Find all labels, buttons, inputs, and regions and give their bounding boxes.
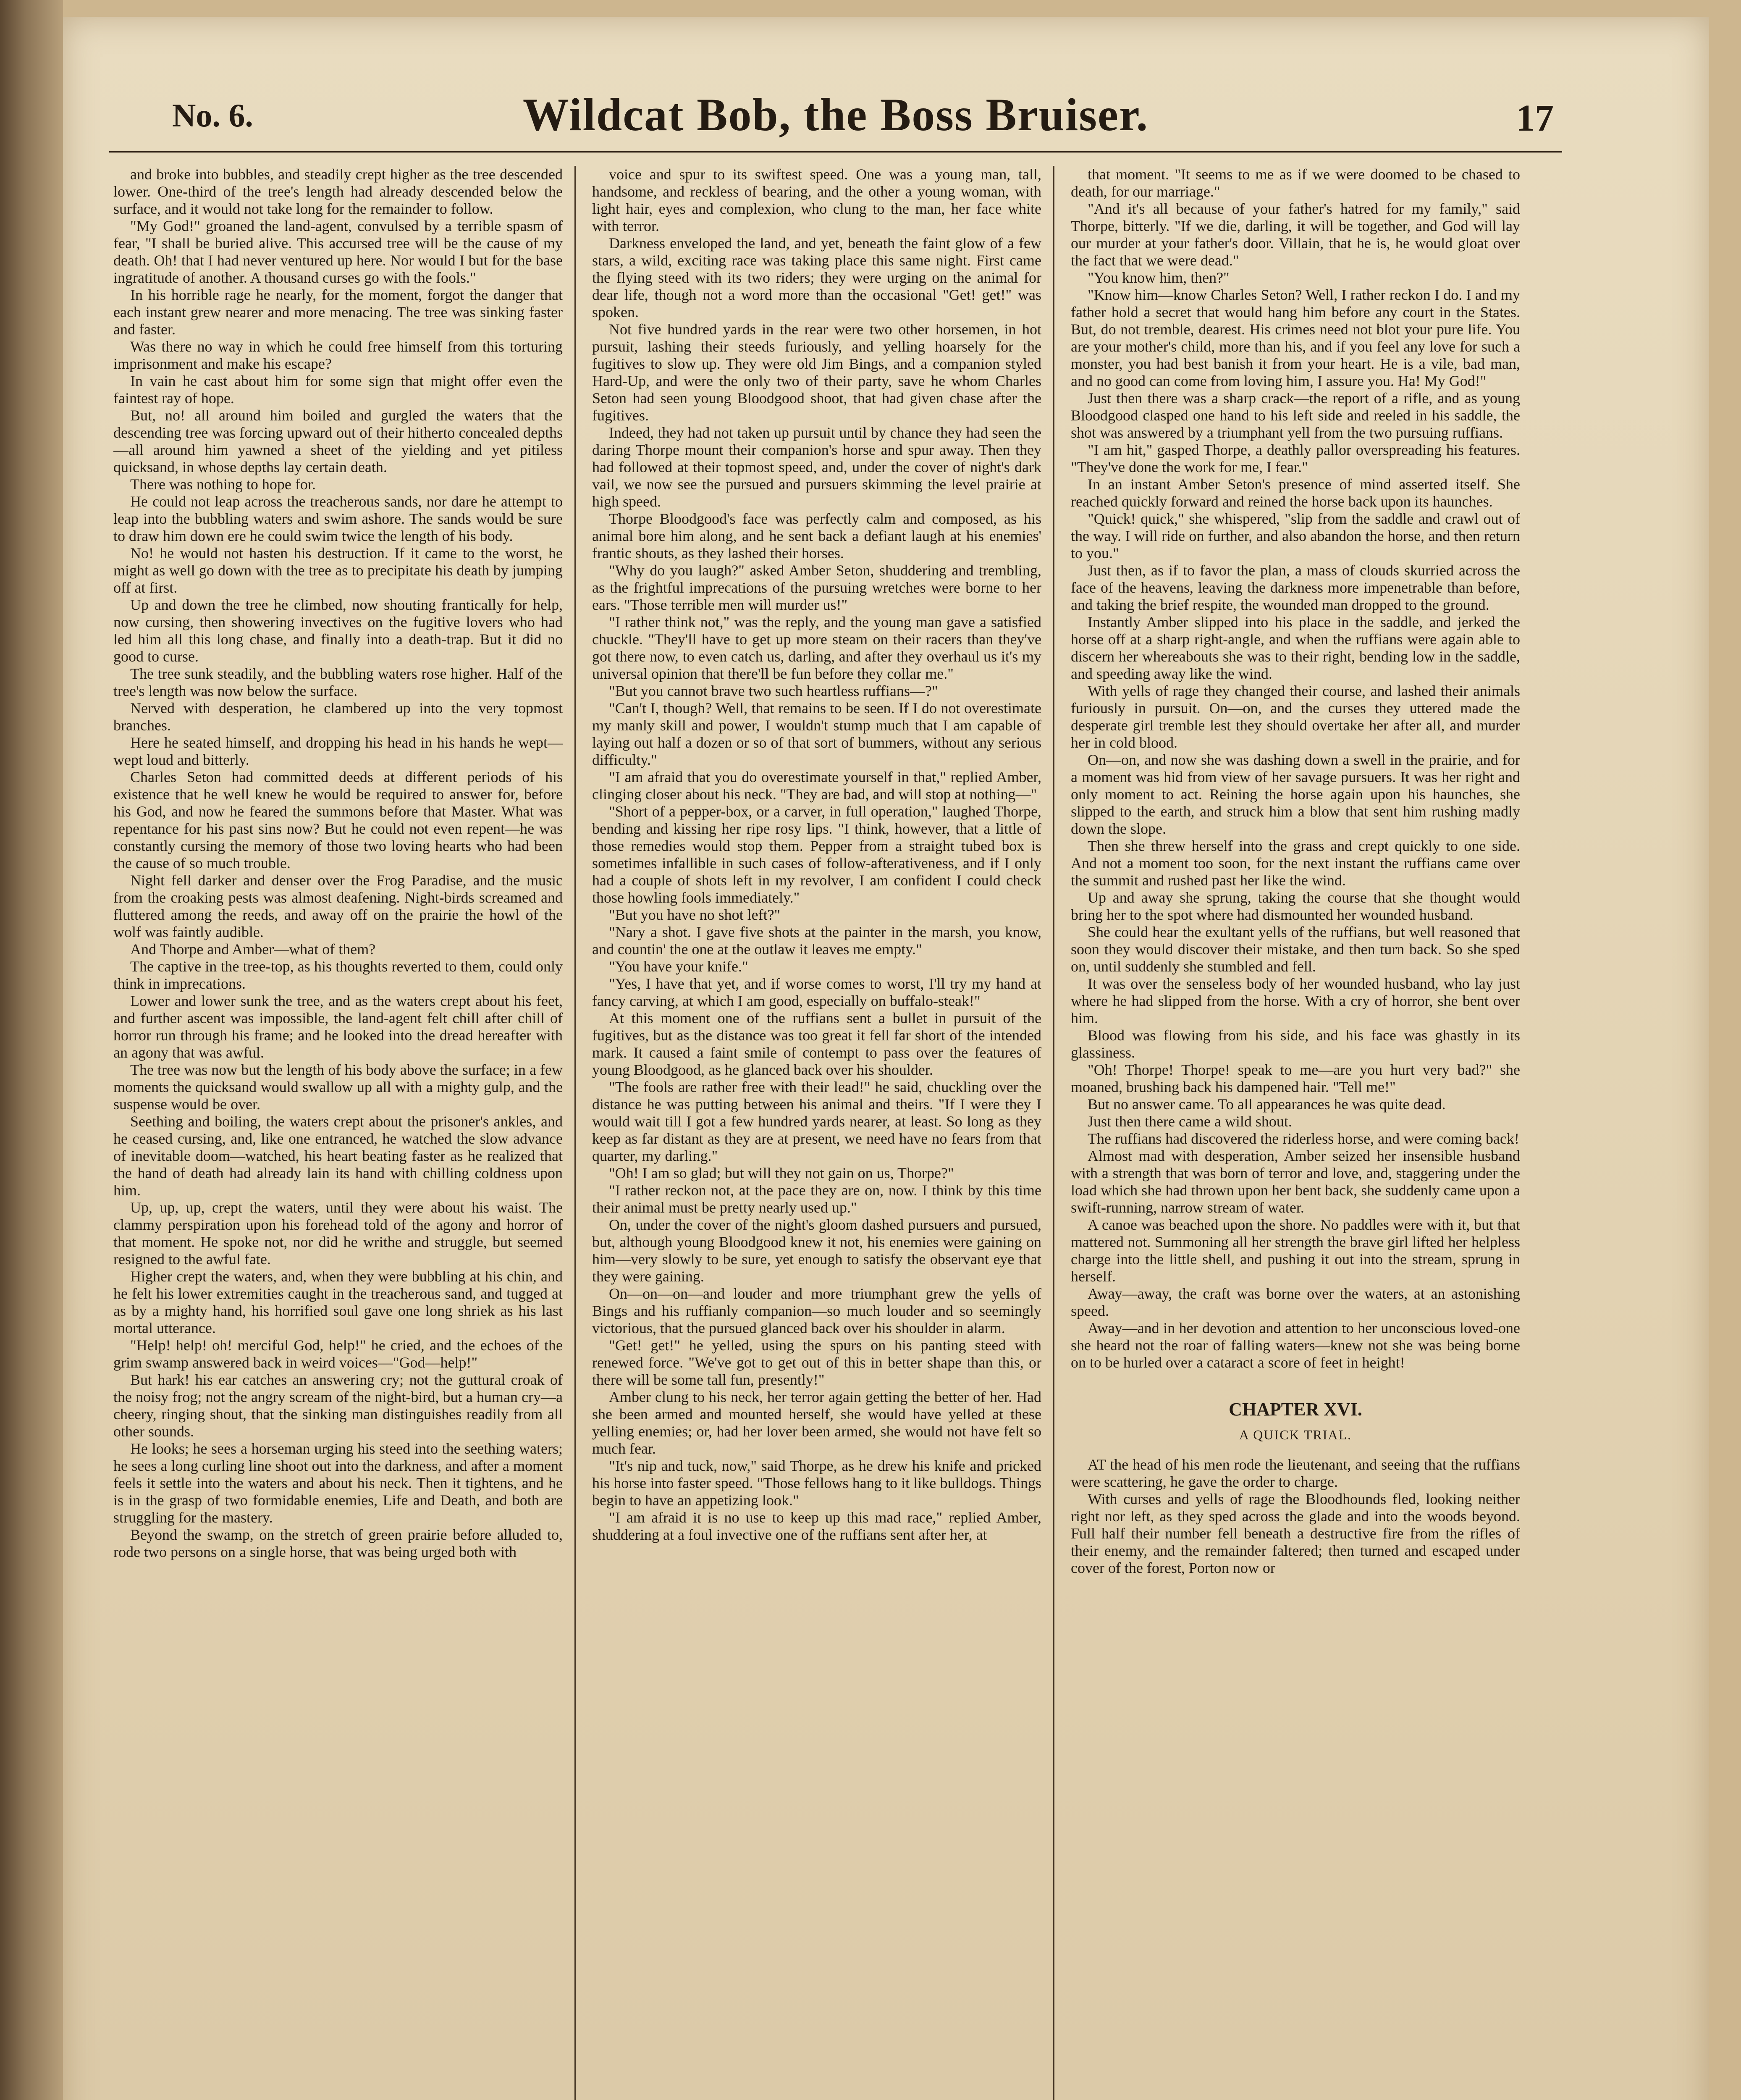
paragraph: Here he seated himself, and dropping his head in his hands he wept—wept loud and bitterly. [113, 734, 563, 768]
paragraph: voice and spur to its swiftest speed. One was a young man, tall, handsome, and reckless of bearing, and the other a young woman, with light hair, eyes and complexion, who clung to the man, her face white with terror. [592, 166, 1041, 234]
paragraph: On—on, and now she was dashing down a swell in the prairie, and for a moment was hid from view of her savage pursuers. It was her right and only moment to act. Reining the horse again upon his haunches, she slipped to the earth, and struck him a blow that sent him rushing madly down the slope. [1071, 751, 1520, 837]
paragraph: and broke into bubbles, and steadily crept higher as the tree descended lower. One-third of the tree's length had already descended below the surface, and it would not take long for the remainder to follow. [113, 166, 563, 217]
paragraph: "Know him—know Charles Seton? Well, I rather reckon I do. I and my father hold a secret that would hang him before any court in the States. But, do not tremble, dearest. His crimes need not blot your pure life. You are your mother's child, more than his, and if you feel any love for such a monster, you had best banish it from your heart. He is a vile, bad man, and no good can come from loving him, I assure you. Ha! My God!" [1071, 286, 1520, 389]
paragraph: But, no! all around him boiled and gurgled the waters that the descending tree was forcing upward out of their hitherto concealed depths—all around him yawned a sheet of the yielding and yet pitiless quicksand, in whose depths lay certain death. [113, 407, 563, 475]
paragraph: "I am afraid it is no use to keep up this mad race," replied Amber, shuddering at a foul invective one of the ruffians sent after her, at [592, 1509, 1041, 1543]
paragraph: Night fell darker and denser over the Frog Paradise, and the music from the croaking pests was almost deafening. Night-birds screamed and fluttered among the reeds, and away off on the prairie the howl of the wolf was faintly audible. [113, 872, 563, 940]
paragraph: "But you cannot brave two such heartless ruffians—?" [609, 682, 938, 699]
paragraph: Was there no way in which he could free himself from this torturing imprisonment and make his escape? [113, 338, 563, 372]
paragraph: No! he would not hasten his destruction. If it came to the worst, he might as well go down with the tree as to precipitate his death by jumping off at first. [113, 545, 563, 596]
text-column-1 [113, 166, 563, 2100]
paragraph: Darkness enveloped the land, and yet, beneath the faint glow of a few stars, a wild, exciting race was taking place this same night. First came the flying steed with its two riders; they were urging on the animal for dear life, though not a word more than the occasional "Get! get!" was spoken. [592, 235, 1041, 320]
paragraph: The tree sunk steadily, and the bubbling waters rose higher. Half of the tree's length was now below the surface. [113, 665, 563, 699]
paragraph: Up and down the tree he climbed, now shouting frantically for help, now cursing, then showering invectives on the fugitive lovers who had led him all this long chase, and finally into a death-trap. But it did no good to curse. [113, 596, 563, 665]
paragraph: "My God!" groaned the land-agent, convulsed by a terrible spasm of fear, "I shall be buried alive. This accursed tree will be the cause of my death. Oh! that I had never ventured up here. Nor would I but for the base ingratitude of another. A thousand curses go with the fools." [113, 218, 563, 286]
paragraph: "Nary a shot. I gave five shots at the painter in the marsh, you know, and countin' the one at the outlaw it leaves me empty." [592, 924, 1041, 958]
paragraph: It was over the senseless body of her wounded husband, who lay just where he had slipped from the horse. With a cry of horror, she bent over him. [1071, 975, 1520, 1026]
paragraph: Indeed, they had not taken up pursuit until by chance they had seen the daring Thorpe mount their companion's horse and spur away. Then they had followed at their topmost speed, and, under the cover of night's dark vail, we now see the pursued and pursuers skimming the level prairie at high speed. [592, 424, 1041, 510]
paragraph: "But you have no shot left?" [609, 906, 781, 923]
paragraph: Away—away, the craft was borne over the waters, at an astonishing speed. [1071, 1285, 1520, 1319]
paragraph: Up and away she sprung, taking the course that she thought would bring her to the spot where had dismounted her wounded husband. [1071, 889, 1520, 923]
page-number: 17 [1516, 97, 1554, 139]
book-gutter [0, 0, 63, 2100]
paragraph: "And it's all because of your father's hatred for my family," said Thorpe, bitterly. "If we die, darling, it will be together, and God will lay our murder at your father's door. Villain, that he is, he would gloat over the fact that we were dead." [1071, 200, 1520, 269]
paragraph: Charles Seton had committed deeds at different periods of his existence that he well knew he would be required to answer for, before his God, and now he feared the summons before that Master. What was repentance for his past sins now? But he could not even repent—he was constantly cursing the memory of those two loving hearts who had been the cause of so much trouble. [113, 769, 563, 872]
column-divider [1053, 166, 1054, 2100]
paragraph: She could hear the exultant yells of the ruffians, but well reasoned that soon they would discover their mistake, and then turn back. So she sped on, until suddenly she stumbled and fell. [1071, 924, 1520, 975]
paragraph: "The fools are rather free with their lead!" he said, chuckling over the distance he was putting between his animal and theirs. "If I were they I would wait till I got a few hundred yards nearer, at least. So long as they keep as far distant as they are at present, we need have no fears from that quarter, my darling." [592, 1079, 1041, 1164]
paragraph: Instantly Amber slipped into his place in the saddle, and jerked the horse off at a sharp right-angle, and when the ruffians were again able to discern her whereabouts she was to their right, bending low in the saddle, and speeding away like the wind. [1071, 614, 1520, 682]
paragraph: "Help! help! oh! merciful God, help!" he cried, and the echoes of the grim swamp answered back in weird voices—"God—help!" [113, 1337, 563, 1371]
paragraph: Beyond the swamp, on the stretch of green prairie before alluded to, rode two persons on a single horse, that was being urged both with [113, 1526, 563, 1560]
page-title: Wildcat Bob, the Boss Bruiser. [522, 89, 1149, 140]
paragraph: Just then there was a sharp crack—the report of a rifle, and as young Bloodgood clasped one hand to his left side and reeled in his saddle, the shot was answered by a triumphant yell from the two pursuing ruffians. [1071, 390, 1520, 441]
paragraph: And Thorpe and Amber—what of them? [130, 941, 376, 958]
paragraph: Higher crept the waters, and, when they were bubbling at his chin, and he felt his lower extremities caught in the treacherous sand, and tugged at as by a mighty hand, his horrified soul gave one long shriek as his last mortal utterance. [113, 1268, 563, 1336]
paragraph: "Quick! quick," she whispered, "slip from the saddle and crawl out of the way. I will ride on further, and also abandon the horse, and then return to you." [1071, 510, 1520, 562]
paragraph: At this moment one of the ruffians sent a bullet in pursuit of the fugitives, but as the distance was too great it fell far short of the intended mark. It caused a faint smile of contempt to pass over the features of young Bloodgood, as he glanced back over his shoulder. [592, 1010, 1041, 1078]
paragraph: Blood was flowing from his side, and his face was ghastly in its glassiness. [1071, 1027, 1520, 1061]
paragraph: Away—and in her devotion and attention to her unconscious loved-one she heard not the roar of falling waters—knew not she was being borne on to be hurled over a cataract a score of feet in height! [1071, 1320, 1520, 1371]
paragraph: With curses and yells of rage the Bloodhounds fled, looking neither right nor left, as they sped across the glade and into the woods beyond. Full half their number fell beneath a destructive fire from the rifles of their enemy, and the remainder faltered; then turned and escaped under cover of the forest, Porton now or [1071, 1491, 1520, 1576]
paragraph: A canoe was beached upon the shore. No paddles were with it, but that mattered not. Summoning all her strength the brave girl lifted her helpless charge into the little shell, and pushing it out into the stream, sprung in herself. [1071, 1216, 1520, 1285]
column-divider [574, 166, 576, 2100]
paragraph: "I am afraid that you do overestimate yourself in that," replied Amber, clinging closer about his neck. "They are bad, and will stop at nothing—" [592, 769, 1041, 803]
paragraph: Almost mad with desperation, Amber seized her insensible husband with a strength that was born of terror and love, and, staggering under the load which she had thrown upon her bent back, she suddenly came upon a swift-running, narrow stream of water. [1071, 1147, 1520, 1216]
paragraph: Not five hundred yards in the rear were two other horsemen, in hot pursuit, lashing their steeds furiously, and yelling hoarsely for the fugitives to slow up. They were old Jim Bings, and a companion styled Hard-Up, and were the only two of their party, save he whom Charles Seton had seen young Bloodgood shoot, that had given chase after the fugitives. [592, 321, 1041, 424]
paragraph: There was nothing to hope for. [130, 476, 316, 493]
chapter-title: CHAPTER XVI. [1229, 1399, 1362, 1420]
paragraph: "Short of a pepper-box, or a carver, in full operation," laughed Thorpe, bending and kissing her ripe rosy lips. "I think, however, that a little of those remedies would stop them. Pepper from a straight tubed box is sometimes infallible in such cases of follow-afterativeness, and if I only had a couple of shots left in my revolver, I am confident I could check those howling fools immediately." [592, 803, 1041, 906]
paragraph: Nerved with desperation, he clambered up into the very topmost branches. [113, 700, 563, 734]
paragraph: In his horrible rage he nearly, for the moment, forgot the danger that each instant grew nearer and more menacing. The tree was sinking faster and faster. [113, 286, 563, 338]
paragraph: In an instant Amber Seton's presence of mind asserted itself. She reached quickly forward and reined the horse back upon its haunches. [1071, 476, 1520, 510]
paragraph: The tree was now but the length of his body above the surface; in a few moments the quicksand would swallow up all with a mighty gulp, and the suspense would be over. [113, 1061, 563, 1113]
paragraph: The ruffians had discovered the riderless horse, and were coming back! [1088, 1130, 1519, 1147]
paragraph: Then she threw herself into the grass and crept quickly to one side. And not a moment too soon, for the next instant the ruffians came over the summit and rushed past her like the wind. [1071, 837, 1520, 889]
paragraph: Up, up, up, crept the waters, until they were about his waist. The clammy perspiration upon his forehead told of the agony and horror of that moment. He spoke not, nor did he writhe and struggle, but seemed resigned to the awful fate. [113, 1199, 563, 1268]
paragraph: "Yes, I have that yet, and if worse comes to worst, I'll try my hand at fancy carving, at which I am good, especially on buffalo-steak!" [592, 975, 1041, 1009]
paragraph: The captive in the tree-top, as his thoughts reverted to them, could only think in imprecations. [113, 958, 563, 992]
paragraph: "I am hit," gasped Thorpe, a deathly pallor overspreading his features. "They've done the work for me, I fear." [1071, 441, 1520, 475]
paragraph: AT the head of his men rode the lieutenant, and seeing that the ruffians were scattering, he gave the order to charge. [1071, 1456, 1520, 1490]
paragraph: With yells of rage they changed their course, and lashed their animals furiously in pursuit. On—on, and the curses they uttered made the desperate girl tremble lest they should overtake her after all, and murder her in cold blood. [1071, 682, 1520, 751]
paragraph: But no answer came. To all appearances he was quite dead. [1088, 1096, 1446, 1113]
paragraph: But hark! his ear catches an answering cry; not the guttural croak of the noisy frog; not the angry scream of the night-bird, but a human cry—a cheery, ringing shout, that the sinking man distinguishes readily from all other sounds. [113, 1371, 563, 1440]
paragraph: In vain he cast about him for some sign that might offer even the faintest ray of hope. [113, 373, 563, 407]
paragraph: Just then there came a wild shout. [1088, 1113, 1292, 1130]
page-header [109, 84, 1562, 153]
paragraph: Just then, as if to favor the plan, a mass of clouds skurried across the face of the heavens, leaving the darkness more impenetrable than before, and taking the brief respite, the wounded man dropped to the ground. [1071, 562, 1520, 613]
paragraph: "Oh! I am so glad; but will they not gain on us, Thorpe?" [609, 1165, 954, 1181]
issue-number: No. 6. [172, 97, 253, 134]
paragraph: "I rather think not," was the reply, and the young man gave a satisfied chuckle. "They'll have to get up more steam on their racers than they've got there now, to even catch us, darling, and after they overhaul us it's my universal opinion that there'll be fun before they collar me." [592, 614, 1041, 682]
paragraph: Thorpe Bloodgood's face was perfectly calm and composed, as his animal bore him along, and he sent back a defiant laugh at his enemies' frantic shouts, as they lashed their horses. [592, 510, 1041, 562]
paragraph: "Oh! Thorpe! Thorpe! speak to me—are you hurt very bad?" she moaned, brushing back his dampened hair. "Tell me!" [1071, 1061, 1520, 1095]
paragraph: "Can't I, though? Well, that remains to be seen. If I do not overestimate my manly skill and power, I wouldn't stump much that I am capable of laying out half a dozen or so of that sort of bummers, without any serious difficulty." [592, 700, 1041, 768]
chapter-subtitle: A QUICK TRIAL. [1239, 1427, 1352, 1442]
paragraph: "You know him, then?" [1088, 269, 1230, 286]
paragraph: Seething and boiling, the waters crept about the prisoner's ankles, and he ceased cursing, and, like one entranced, he watched the slow advance of inevitable doom—watched, his heart beating faster as he realized that the hand of death had already lain its hand with chilling coldness upon him. [113, 1113, 563, 1199]
paragraph: He looks; he sees a horseman urging his steed into the seething waters; he sees a long curling line shoot out into the darkness, and after a moment feels it settle into the waters and about his neck. Then it tightens, and he is in the grasp of two formidable enemies, Life and Death, and both are struggling for the mastery. [113, 1440, 563, 1526]
paragraph: On—on—on—and louder and more triumphant grew the yells of Bings and his ruffianly companion—so much louder and so seemingly victorious, that the pursued glanced back over his shoulder in alarm. [592, 1285, 1041, 1336]
paragraph: He could not leap across the treacherous sands, nor dare he attempt to leap into the bubbling waters and swim ashore. The sands would be sure to draw him down ere he could swim twice the length of his body. [113, 493, 563, 544]
paragraph: Amber clung to his neck, her terror again getting the better of her. Had she been armed and mounted herself, she would have yelled at these yelling enemies; or, had her lover been armed, she would not have felt so much fear. [592, 1389, 1041, 1457]
paragraph: "You have your knife." [609, 958, 748, 975]
paragraph: that moment. "It seems to me as if we were doomed to be chased to death, for our marriage." [1071, 166, 1520, 200]
text-column-2 [592, 166, 1041, 2100]
paragraph: Lower and lower sunk the tree, and as the waters crept about his feet, and further ascent was impossible, the land-agent felt chill after chill of horror run through his frame; and he looked into the dread hereafter with an agony that was awful. [113, 992, 563, 1061]
text-column-3 [1071, 166, 1520, 2100]
paragraph: "Get! get!" he yelled, using the spurs on his panting steed with renewed force. "We've got to get out of this in better shape than this, or there will be some tall fun, presently!" [592, 1337, 1041, 1388]
paragraph: "Why do you laugh?" asked Amber Seton, shuddering and trembling, as the frightful imprecations of the pursuing wretches were borne to her ears. "Those terrible men will murder us!" [592, 562, 1041, 613]
paragraph: "It's nip and tuck, now," said Thorpe, as he drew his knife and pricked his horse into faster speed. "Those fellows hang to it like bulldogs. Things begin to have an appetizing look." [592, 1457, 1041, 1509]
paragraph: "I rather reckon not, at the pace they are on, now. I think by this time their animal must be pretty nearly used up." [592, 1182, 1041, 1216]
paragraph: On, under the cover of the night's gloom dashed pursuers and pursued, but, although young Bloodgood knew it not, his enemies were gaining on him—very slowly to be sure, yet enough to satisfy the observant eye that they were gaining. [592, 1216, 1041, 1285]
